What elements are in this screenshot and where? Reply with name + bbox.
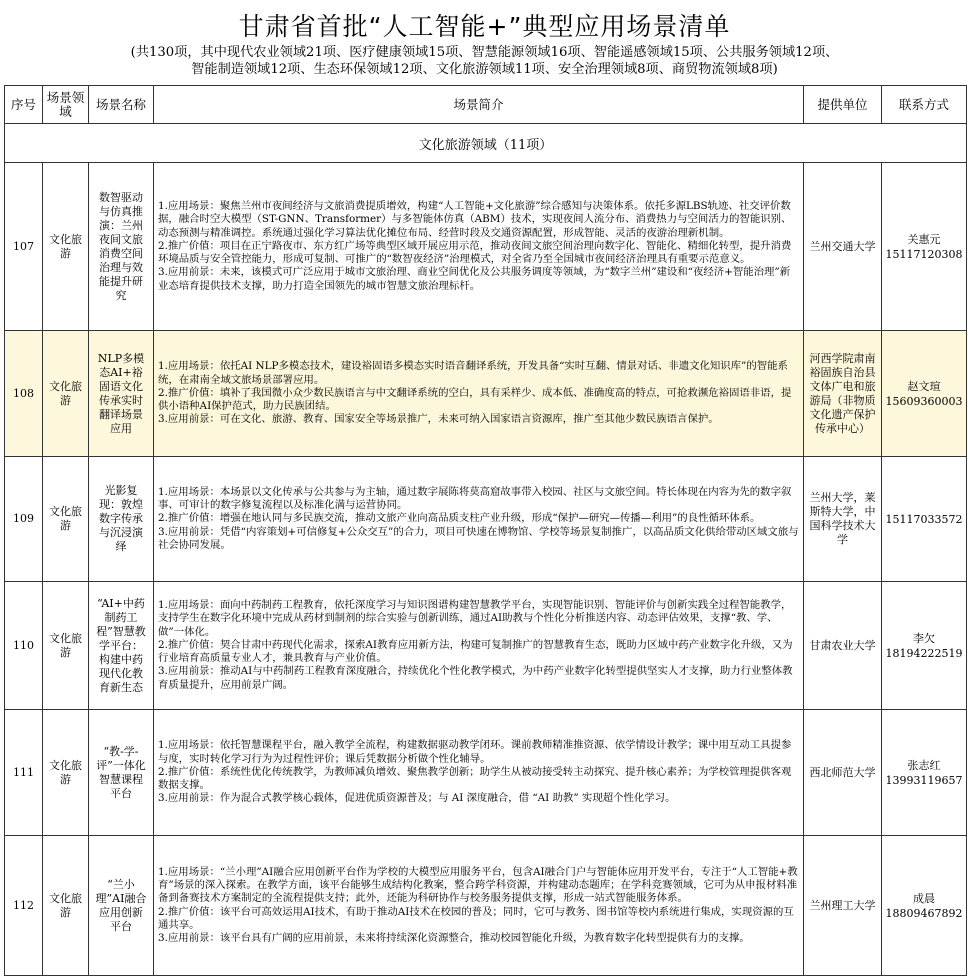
intro-prospect: 3.应用前景：作为混合式教学核心载体，促进优质资源普及；与 AI 深度融合，借 “AI 助教” 实现超个性化学习。 xyxy=(158,792,676,805)
table-row xyxy=(5,836,967,976)
table-row xyxy=(5,163,967,331)
row-contact xyxy=(882,582,967,710)
intro-value: 2.推广价值：增强在地认同与多民族交流，推动文旅产业向高品质支柱产业升级，形成“保护—研究—传播—利用”的良性循环体系。 xyxy=(158,512,761,525)
row-provider: 兰州理工大学 xyxy=(804,836,882,976)
intro-scenario: 1.应用场景：面向中药制药工程教育，依托深度学习与知识图谱构建智慧教学平台，实现智能识别、智能评价与创新实践全过程智能教学，支持学生在数字化环境中完成从药材到制剂的综合实验与创新训练，通过AI助教与个性化分析推送内容、动态评估效果，支撑“教、学、做”一体化。 xyxy=(158,599,792,638)
row-scenario-name: “AI+中药制药工程”智慧教学平台：构建中药现代化教育新生态 xyxy=(89,582,154,710)
row-number: 108 xyxy=(5,331,43,457)
row-number: 112 xyxy=(5,836,43,976)
row-number: 107 xyxy=(5,163,43,331)
row-number: 111 xyxy=(5,710,43,836)
page-subtitle-line-1: (共130项，其中现代农业领域21项、医疗健康领域15项、智慧能源领域16项、智能遥感领域15项、公共服务领域12项、 xyxy=(130,45,839,60)
row-intro xyxy=(154,457,804,582)
table-row xyxy=(5,457,967,582)
contact-phone: 15117033572 xyxy=(885,512,963,526)
row-domain: 文化旅游 xyxy=(43,836,89,976)
row-domain: 文化旅游 xyxy=(43,710,89,836)
row-contact xyxy=(882,163,967,331)
contact-name: 成晨 xyxy=(913,891,935,905)
column-header-contact: 联系方式 xyxy=(882,86,967,124)
column-header-no: 序号 xyxy=(5,86,43,124)
intro-value: 2.推广价值：填补了我国微小众少数民族语言与中文翻译系统的空白，具有采样少、成本低、准确度高的特点，可抢救濒危裕固语非语，提供小语种AI保护范式，助力民族团结。 xyxy=(158,386,792,413)
row-provider: 西北师范大学 xyxy=(804,710,882,836)
column-header-provider: 提供单位 xyxy=(804,86,882,124)
table-row xyxy=(5,582,967,710)
table-row xyxy=(5,331,967,457)
intro-value: 2.推广价值：契合甘肃中药现代化需求，探索AI教育应用新方法，构建可复制推广的智慧教育生态，既助力区域中药产业数字化升级，又为行业培育高质量专业人才，兼具教育与产业价值。 xyxy=(158,638,793,665)
intro-value: 2.推广价值：项目在正宁路夜市、东方红广场等典型区域开展应用示范，推动夜间文旅空间治理向数字化、智能化、精细化转型，提升消费环境品质与安全管控能力，形成可复制、可推广的“数智夜经济”治理模式，对全省乃至全国城市夜间经济治理具有重要示范意义。 xyxy=(158,239,792,266)
column-header-name: 场景名称 xyxy=(89,86,154,124)
row-intro xyxy=(154,331,804,457)
intro-value: 2.推广价值：该平台可高效运用AI技术，有助于推动AI技术在校园的普及；同时，它可与教务、图书馆等校内系统进行集成，实现资源的互通共享。 xyxy=(158,905,794,931)
row-intro xyxy=(154,836,804,976)
row-intro xyxy=(154,710,804,836)
intro-prospect: 3.应用前景：凭借“内容策划+可信修复+公众交互”的合力，项目可快速在博物馆、学校等场景复制推广，以高品质文化供给带动区域文旅与社会协同发展。 xyxy=(158,525,799,551)
row-contact xyxy=(882,457,967,582)
row-contact xyxy=(882,710,967,836)
contact-name: 关惠元 xyxy=(907,232,941,246)
contact-phone: 18194222519 xyxy=(885,646,963,660)
column-header-intro: 场景简介 xyxy=(154,86,804,124)
table-row xyxy=(5,710,967,836)
row-provider: 河西学院肃南裕固族自治县文体广电和旅游局（非物质文化遗产保护传承中心） xyxy=(804,331,882,457)
row-provider: 兰州交通大学 xyxy=(804,163,882,331)
contact-name: 赵文瑄 xyxy=(907,379,941,393)
row-provider: 兰州大学，莱斯特大学，中国科学技术大学 xyxy=(804,457,882,582)
row-intro xyxy=(154,582,804,710)
intro-prospect: 3.应用前景：推动AI与中药制药工程教育深度融合，持续优化个性化教学模式，为中药产业数字化转型提供坚实人才支撑，助力行业整体教育质量提升，应用前景广阔。 xyxy=(158,665,793,691)
intro-prospect: 3.应用前景：未来，该模式可广泛应用于城市文旅治理、商业空间优化及公共服务调度等领域，为“数字兰州”建设和“夜经济+智能治理”新业态培育提供技术支撑，助力打造全国领先的城市智慧文旅治理标杆。 xyxy=(158,266,791,292)
intro-scenario: 1.应用场景：“兰小理”AI融合应用创新平台作为学校的大模型应用服务平台，包含AI融合门户与智能体应用开发平台，专注于“人工智能+教育”场景的深入探索。在教学方面，该平台能够生成结构化教案，整合跨学科资源，并构建动态题库；在学科竞赛领域，它可为从申报材料准备到备赛技术方案制定的全流程提供支持；此外，还能为科研协作与校务服务提供支撑，形成一站式智能服务体系。 xyxy=(158,865,798,905)
row-provider: 甘肃农业大学 xyxy=(804,582,882,710)
intro-scenario: 1.应用场景：依托AI NLP多模态技术，建设裕固语多模态实时语音翻译系统，开发具备“实时互翻、情景对话、非遗文化知识库”的智能系统，在肃南全域文旅场景部署应用。 xyxy=(158,360,788,386)
row-scenario-name: “教-学-评”一体化智慧课程平台 xyxy=(89,710,154,836)
page-subtitle-line-2: 智能制造领域12项、生态环保领域12项、文化旅游领域11项、安全治理领域8项、商贸物流领域8项) xyxy=(191,62,778,77)
contact-phone: 13993119657 xyxy=(885,773,963,787)
scenario-table xyxy=(4,85,967,976)
row-domain: 文化旅游 xyxy=(43,163,89,331)
row-scenario-name: “兰小理”AI融合应用创新平台 xyxy=(89,836,154,976)
row-scenario-name: 数智驱动与仿真推演：兰州夜间文旅消费空间治理与效能提升研究 xyxy=(89,163,154,331)
row-scenario-name: 光影复现：敦煌数字传承与沉浸演绎 xyxy=(89,457,154,582)
intro-scenario: 1.应用场景：聚焦兰州市夜间经济与文旅消费提质增效，构建“人工智能+文化旅游”综合感知与决策体系。依托多源LBS轨迹、社交评价数据，融合时空大模型（ST-GNN、Transformer）与多智能体仿真（ABM）技术，实现夜间人流分布、消费热力与空间活力的智能识别、动态预测与精准调控。系统通过强化学习算法优化摊位布局、经营时段及交通资源配置，形成智能、灵活的夜游治理新机制。 xyxy=(158,200,792,239)
intro-value: 2.推广价值：系统性优化传统教学，为教师减负增效、聚焦教学创新；助学生从被动接受转主动探究、提升核心素养；为学校管理提供客观数据支撑。 xyxy=(158,765,792,792)
section-title: 文化旅游领域（11项） xyxy=(5,124,967,163)
row-number: 110 xyxy=(5,582,43,710)
contact-phone: 18809467892 xyxy=(885,906,963,920)
row-domain: 文化旅游 xyxy=(43,457,89,582)
intro-scenario: 1.应用场景：依托智慧课程平台，融入教学全流程，构建数据驱动教学闭环。课前教师精准推资源、依学情设计教学；课中用互动工具提参与度，实时转化学习行为为过程性评价；课后凭数据分析做个性化辅导。 xyxy=(158,739,792,765)
row-scenario-name: NLP多模态AI+裕固语文化传承实时翻译场景应用 xyxy=(89,331,154,457)
contact-phone: 15117120308 xyxy=(885,247,963,261)
row-contact xyxy=(882,836,967,976)
intro-scenario: 1.应用场景：本场景以文化传承与公共参与为主轴，通过数字展陈将莫高窟故事带入校园、社区与文旅空间。特长体现在内容为先的数字叙事、可审计的数字修复流程以及标准化满与运营协同。 xyxy=(158,485,792,512)
contact-phone: 15609360003 xyxy=(885,394,963,408)
intro-prospect: 3.应用前景：该平台具有广阔的应用前景，未来将持续深化资源整合，推动校园智能化升级，为教育数字化转型提供有力的支撑。 xyxy=(158,931,750,944)
contact-name: 张志红 xyxy=(907,758,941,772)
row-contact xyxy=(882,331,967,457)
row-intro xyxy=(154,163,804,331)
row-domain: 文化旅游 xyxy=(43,582,89,710)
column-header-domain: 场景领域 xyxy=(43,86,89,124)
row-domain: 文化旅游 xyxy=(43,331,89,457)
intro-prospect: 3.应用前景：可在文化、旅游、教育、国家安全等场景推广，未来可纳入国家语言资源库，推广至其他少数民族语言保护。 xyxy=(158,413,719,426)
row-number: 109 xyxy=(5,457,43,582)
contact-name: 李欠 xyxy=(913,631,935,645)
page-title: 甘肃省首批“人工智能+”典型应用场景清单 xyxy=(238,12,731,41)
